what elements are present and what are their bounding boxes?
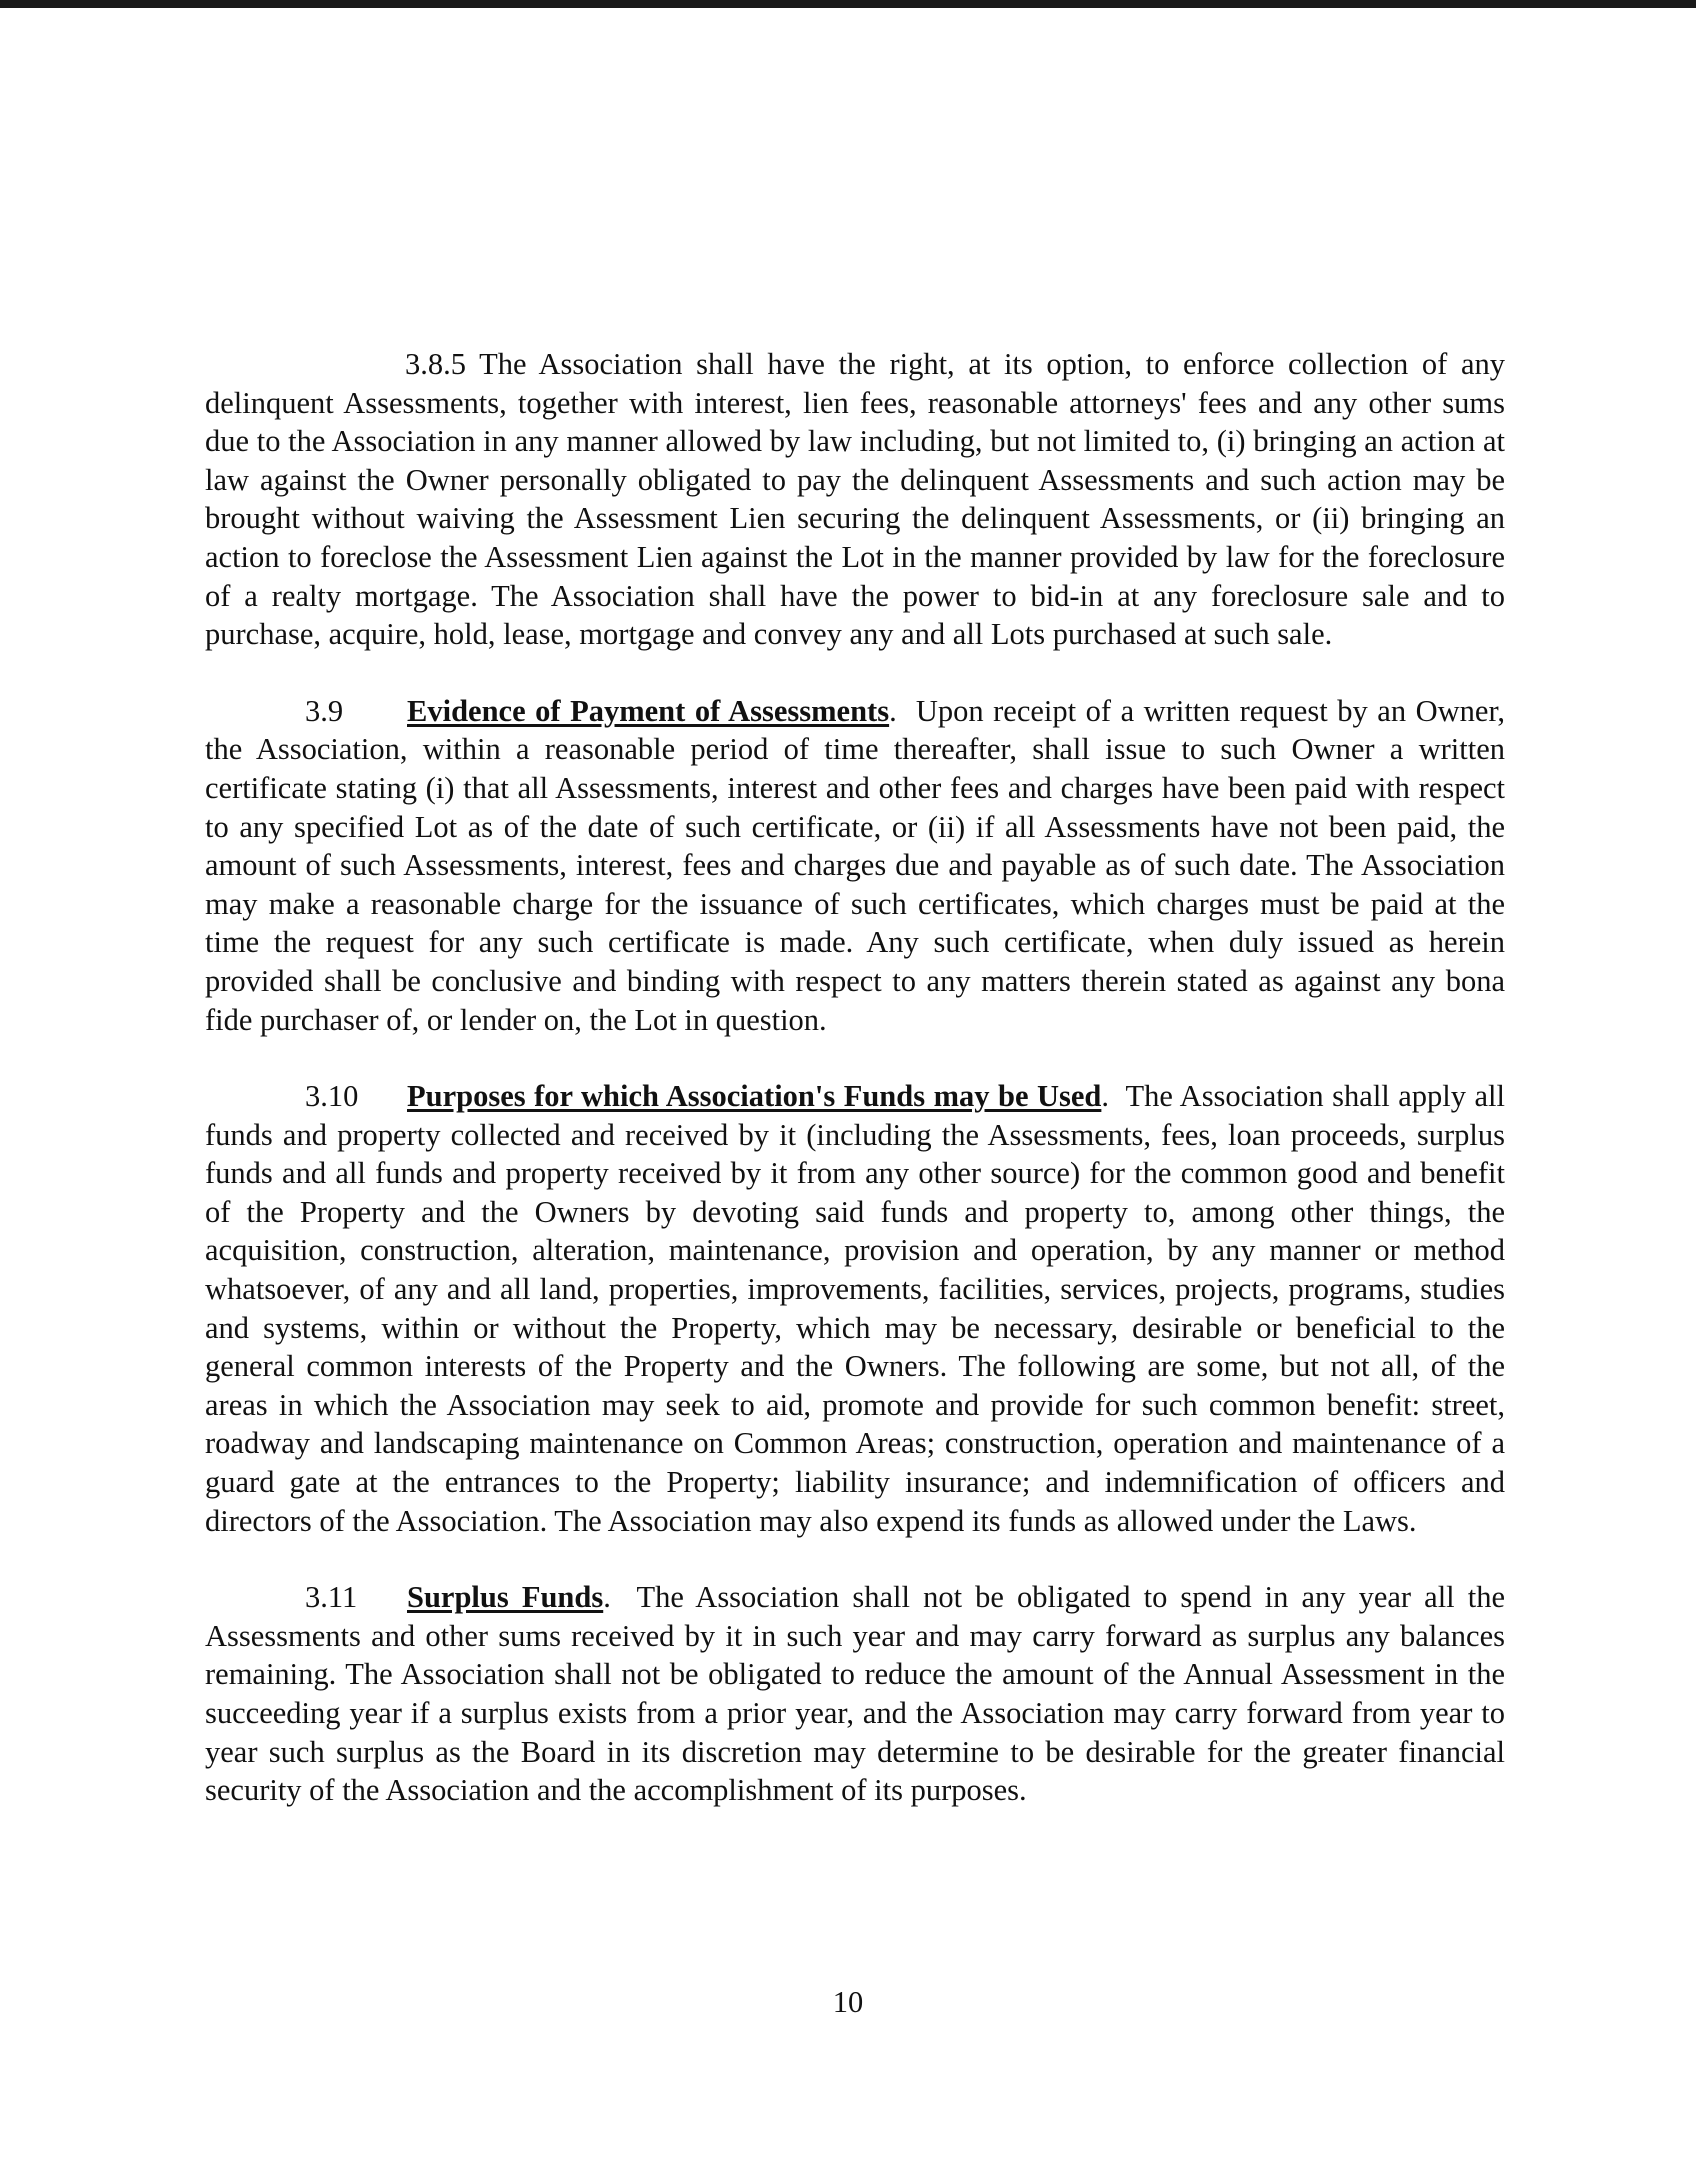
section-text: The Association shall have the right, at its option, to enforce collection of any delinquent Assessments, together with interest, lien fees, reasonable attorneys' fees and any other sums due to the Association in any manner allowed by law including, but not limited to, (i) bringing an action at law against the Owner personally obligated to pay the delinquent Assessments and such action may be brought without waiving the Assessment Lien securing the delinquent Assessments, or (ii) bringing an action to foreclose the Assessment Lien against the Lot in the manner provided by law for the foreclosure of a realty mortgage. The Association shall have the power to bid-in at any foreclosure sale and to purchase, acquire, hold, lease, mortgage and convey any and all Lots purchased at such sale. (205, 347, 1506, 652)
section-number: 3.10 (305, 1079, 359, 1114)
document-body (205, 345, 1505, 1810)
section-heading: Evidence of Payment of Assessments (407, 693, 890, 728)
page-number: 10 (832, 1985, 864, 2019)
paragraph-spacer (205, 654, 1505, 692)
section-text: The Association shall apply all funds and property collected and received by it (including the Assessments, fees, loan proceeds, surplus funds and all funds and property received by it from any other source) for the common good and benefit of the Property and the Owners by devoting said funds and property to, among other things, the acquisition, construction, alteration, maintenance, provision and operation, by any manner or method whatsoever, of any and all land, properties, improvements, facilities, services, projects, programs, studies and systems, within or without the Property, which may be necessary, desirable or beneficial to the general common interests of the Property and the Owners. The following are some, but not all, of the areas in which the Association may seek to aid, promote and provide for such common benefit: street, roadway and landscaping maintenance on Common Areas; construction, operation and maintenance of a guard gate at the entrances to the Property; liability insurance; and indemnification of officers and directors of the Association. The Association may also expend its funds as allowed under the Laws. (205, 1079, 1505, 1538)
section-number: 3.8.5 (405, 347, 466, 381)
scan-top-border (0, 0, 1696, 8)
section-text: Upon receipt of a written request by an Owner, the Association, within a reasonable period of time thereafter, shall issue to such Owner a written certificate stating (i) that all Assessments, interest and other fees and charges have been paid with respect to any specified Lot as of the date of such certificate, or (ii) if all Assessments have not been paid, the amount of such Assessments, interest, fees and charges due and payable as of such date. The Association may make a reasonable charge for the issuance of such certificates, which charges must be paid at the time the request for any such certificate is made. Any such certificate, when duly issued as herein provided shall be conclusive and binding with respect to any matters therein stated as against any bona fide purchaser of, or lender on, the Lot in question. (205, 693, 1506, 1037)
section-heading: Purposes for which Association's Funds may be Used (407, 1079, 1102, 1114)
section-number: 3.11 (305, 1580, 358, 1615)
section-3-10: 3.10 Purposes for which Association's Funds may be Used. The Association shall apply all funds and property collected and received by it (including the Assessments, fees, loan proceeds, surplus funds and all funds and property received by it from any other source) for the common good and benefit of the Property and the Owners by devoting said funds and property to, among other things, the acquisition, construction, alteration, maintenance, provision and operation, by any manner or method whatsoever, of any and all land, properties, improvements, facilities, services, projects, programs, studies and systems, within or without the Property, which may be necessary, desirable or beneficial to the general common interests of the Property and the Owners. The following are some, but not all, of the areas in which the Association may seek to aid, promote and provide for such common benefit: street, roadway and landscaping maintenance on Common Areas; construction, operation and maintenance of a guard gate at the entrances to the Property; liability insurance; and indemnification of officers and directors of the Association. The Association may also expend its funds as allowed under the Laws. (205, 1079, 1505, 1538)
section-number: 3.9 (305, 693, 344, 728)
paragraph-spacer (205, 1540, 1505, 1578)
section-text: The Association shall not be obligated to spend in any year all the Assessments and other sums received by it in such year and may carry forward as surplus any balances remaining. The Association shall not be obligated to reduce the amount of the Annual Assessment in the succeeding year if a surplus exists from a prior year, and the Association may carry forward from year to year such surplus as the Board in its discretion may determine to be desirable for the greater financial security of the Association and the accomplishment of its purposes. (205, 1580, 1505, 1808)
section-heading: Surplus Funds (407, 1580, 604, 1615)
paragraph-spacer (205, 1039, 1505, 1077)
section-3-9: 3.9 Evidence of Payment of Assessments. Upon receipt of a written request by an Owner, the Association, within a reasonable period of time thereafter, shall issue to such Owner a written certificate stating (i) that all Assessments, interest and other fees and charges have been paid with respect to any specified Lot as of the date of such certificate, or (ii) if all Assessments have not been paid, the amount of such Assessments, interest, fees and charges due and payable as of such date. The Association may make a reasonable charge for the issuance of such certificates, which charges must be paid at the time the request for any such certificate is made. Any such certificate, when duly issued as herein provided shall be conclusive and binding with respect to any matters therein stated as against any bona fide purchaser of, or lender on, the Lot in question. (205, 693, 1506, 1037)
section-3-8-5 (205, 345, 1505, 654)
section-3-11: 3.11 Surplus Funds. The Association shall not be obligated to spend in any year all the Assessments and other sums received by it in such year and may carry forward as surplus any balances remaining. The Association shall not be obligated to reduce the amount of the Annual Assessment in the succeeding year if a surplus exists from a prior year, and the Association may carry forward from year to year such surplus as the Board in its discretion may determine to be desirable for the greater financial security of the Association and the accomplishment of its purposes. (205, 1580, 1505, 1808)
